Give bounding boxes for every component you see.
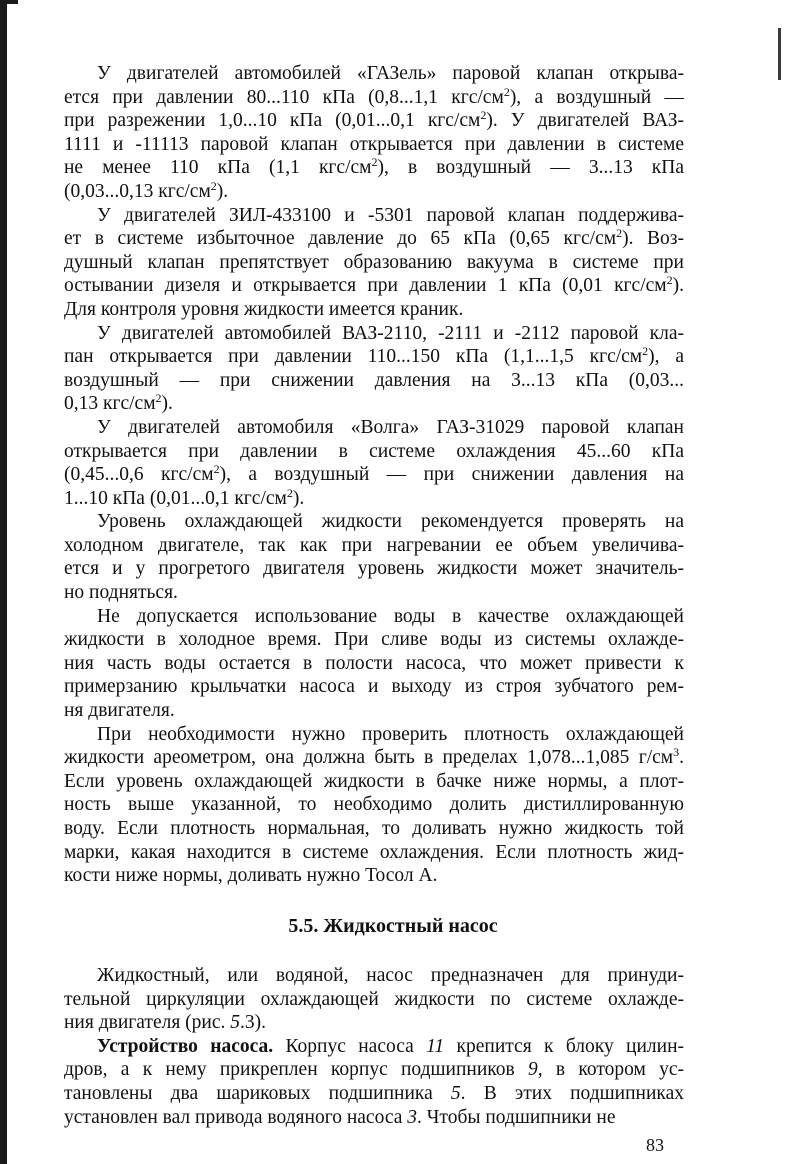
text-line: У двигателей автомобиля «Волга» ГАЗ-31029 паровой клапан: [97, 416, 684, 438]
paragraph: [64, 62, 684, 204]
text-line: У двигателей автомобилей «ГАЗель» паровой клапан открыва-: [97, 63, 684, 84]
text-line: при разрежении 1,0...10 кПа (0,01...0,1 кгс/$см^2$). У двигателей ВАЗ-: [64, 108, 684, 132]
text-line: тельной циркуляции охлаждающей жидкости по системе охлажде-: [64, 988, 684, 1010]
text-line: пан открывается при давлении 110...150 кПа (1,1...1,5 кгс/$см^2$), а: [64, 344, 685, 368]
text-line: тановлены два шариковых подшипника 5. В этих подшипниках: [64, 1082, 684, 1104]
scan-border-left: [0, 0, 7, 1164]
text-line: ния часть воды остается в полости насоса, что может привести к: [64, 652, 684, 674]
text-line: Жидкостный, или водяной, насос предназначен для принуди-: [97, 965, 684, 986]
paragraph: [64, 723, 684, 888]
text-line: холодном двигателе, так как при нагревании ее объем увеличива-: [64, 534, 684, 556]
text-line: воздушный — при снижении давления на 3...13 кПа (0,03...: [64, 369, 684, 391]
text-line: Уровень охлаждающей жидкости рекомендуется проверять на: [97, 511, 684, 533]
text-line: У двигателей автомобилей ВАЗ-2110, -2111 и -2112 паровой кла-: [97, 322, 684, 344]
lead-in: Устройство насоса.: [97, 1035, 274, 1057]
body-text: [64, 62, 684, 888]
text-line: ет в системе избыточное давление до 65 кПа (0,65 кгс/$см^2$). Воз-: [64, 226, 684, 250]
paragraph: [64, 964, 684, 1035]
paragraph: [64, 322, 684, 416]
text-line: ния двигателя (рис. 5.3).: [64, 1012, 267, 1034]
text-line: (0,45...0,6 кгс/$см^2$), а воздушный — при снижении давления на: [64, 462, 684, 486]
paragraph: [64, 605, 684, 723]
text-line: 1...10 кПа (0,01...0,1 кгс/$см^2$).: [64, 485, 305, 509]
text-line: ность выше указанной, то необходимо долить дистиллированную: [64, 794, 684, 816]
text-line: ется и у прогретого двигателя уровень жидкости может значитель-: [64, 558, 684, 580]
text-line: 1111 и -11113 паровой клапан открывается при давлении в системе: [64, 133, 684, 155]
text-line: открывается при давлении в системе охлаждения 45...60 кПа: [64, 440, 684, 462]
text-line: (0,03...0,13 кгс/$см^2$).: [64, 178, 229, 202]
text-line: марки, какая находится в системе охлаждения. Если плотность жид-: [64, 841, 684, 863]
text-line: остывании дизеля и открывается при давлении 1 кПа (0,01 кгс/$см^2$).: [64, 273, 684, 297]
text-line: Не допускается использование воды в качестве охлаждающей: [97, 605, 684, 627]
text-line: ня двигателя.: [64, 700, 175, 722]
text-line: не менее 110 кПа (1,1 кгс/$см^2$), в воздушный — 3...13 кПа: [64, 155, 685, 179]
text-line: 0,13 кгс/$см^2$).: [64, 391, 173, 415]
text-line: воду. Если плотность нормальная, то доливать нужно жидкость той: [64, 818, 684, 839]
text-line: душный клапан препятствует образованию вакуума в системе при: [64, 251, 684, 273]
section-text: [64, 964, 684, 1129]
text-line: примерзанию крыльчатки насоса и выходу из строя зубчатого рем-: [64, 676, 684, 698]
scan-mark-right: [778, 28, 781, 80]
text-line: дров, а к нему прикреплен корпус подшипников 9, в котором ус-: [64, 1059, 684, 1081]
text-line: Если уровень охлаждающей жидкости в бачке ниже нормы, а плот-: [64, 770, 684, 792]
paragraph: [64, 204, 684, 322]
paragraph: [64, 416, 684, 510]
text-line: установлен вал привода водяного насоса 3. Чтобы подшипники не: [64, 1106, 616, 1128]
text-line: но подняться.: [64, 582, 178, 604]
text-line: жидкости ареометром, она должна быть в пределах 1,078...1,085 $г/см^3$.: [64, 745, 684, 769]
text-line: Для контроля уровня жидкости имеется краник.: [64, 298, 464, 320]
text-line: ется при давлении 80...110 кПа (0,8...1,1 кгс/$см^2$), а воздушный —: [64, 84, 684, 108]
text-line: кости ниже нормы, доливать нужно Тосол А.: [64, 865, 438, 887]
text-line: При необходимости нужно проверить плотность охлаждающей: [97, 723, 684, 745]
section-heading: 5.5. Жидкостный насос: [288, 915, 498, 937]
text-line: Устройство насоса. Корпус насоса 11 крепится к блоку цилин-: [97, 1035, 685, 1057]
paragraph: [64, 510, 684, 604]
page-number: 83: [646, 1135, 664, 1155]
text-line: У двигателей ЗИЛ-433100 и -5301 паровой клапан поддержива-: [97, 204, 684, 226]
paragraph: [64, 1035, 684, 1129]
scan-border-top: [0, 0, 18, 4]
text-line: жидкости в холодное время. При сливе воды из системы охлажде-: [64, 629, 684, 651]
